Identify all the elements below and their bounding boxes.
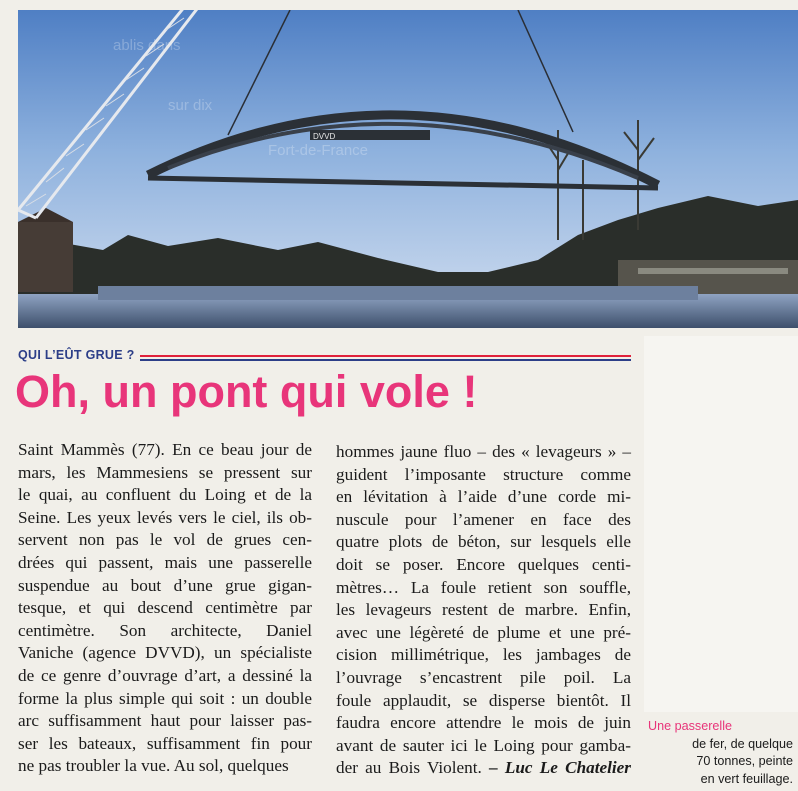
- article-headline: Oh, un pont qui vole !: [15, 366, 478, 417]
- caption-body: [648, 736, 793, 789]
- text-line: arc suffisamment haut pour laisser pas-: [18, 711, 312, 731]
- text-line: centimètre. Son architecte, Daniel: [18, 620, 312, 640]
- text-line: avant de sauter ici le Loing pour gamba-: [336, 735, 631, 755]
- text-line: de ce genre d’ouvrage d’art, a dessiné la: [18, 665, 312, 685]
- text-line: avec une légèreté de plume et une pré-: [336, 622, 631, 642]
- caption-title: Une passerelle: [648, 719, 733, 733]
- author-byline: – Luc Le Chatelier: [489, 758, 632, 778]
- article-column-1: [18, 439, 312, 778]
- text-line: suspendue au bout d’une grue gigan-: [18, 575, 312, 595]
- text-line: Vaniche (agence DVVD), un spécialiste: [18, 643, 312, 663]
- caption-line: en vert feuillage.: [700, 771, 793, 786]
- text-line: mètres… La foule retient son souffle,: [336, 577, 631, 597]
- text-line: ne pas troubler la vue. Au sol, quelques: [18, 756, 289, 776]
- text-line: foule applaudit, se disperse bientôt. Il: [336, 690, 631, 710]
- text-line: le quai, au confluent du Loing et de la: [18, 485, 312, 505]
- rule-red-divider: [140, 355, 631, 357]
- adjacent-column-bleed: [644, 336, 798, 712]
- text-line: cision millimétrique, les jambages de: [336, 645, 631, 665]
- text-line: tesque, et qui descend centimètre par: [18, 598, 312, 618]
- text-line: mars, les Mammesiens se pressent sur: [18, 462, 312, 482]
- text-line: Seine. Les yeux levés vers le ciel, ils ob-: [18, 507, 312, 527]
- svg-text:ablis dans: ablis dans: [113, 37, 181, 54]
- caption-line: 70 tonnes, peinte: [696, 754, 793, 768]
- text-line: hommes jaune fluo – des « levageurs » –: [336, 442, 631, 461]
- text-line: les levageurs restent de marbre. Enfin,: [336, 600, 631, 620]
- svg-text:Fort-de-France: Fort-de-France: [268, 142, 369, 159]
- text-line: en lévitation à l’aide d’une corde mi-: [336, 487, 631, 507]
- text-line: drées qui passent, mais une passerelle: [18, 552, 312, 572]
- text-line: doit se poser. Encore quelques centi-: [336, 554, 631, 574]
- photo-sign-text: DVVD: [313, 132, 336, 141]
- section-kicker: QUI L’EÛT GRUE ?: [18, 348, 135, 362]
- text-line: [336, 757, 631, 780]
- text-line: l’ouvrage s’encastrent pile poil. La: [336, 667, 631, 687]
- text-line-end: der au Bois Violent.: [336, 758, 490, 778]
- text-line: nuscule pour l’amener en face des: [336, 509, 631, 529]
- text-line: forme la plus simple qui soit : un double: [18, 688, 312, 708]
- caption-line: de fer, de quelque: [692, 736, 793, 751]
- text-line: servent non pas le vol de grues cen-: [18, 530, 312, 550]
- rule-blue-divider: [140, 359, 631, 361]
- bridge-crane-photo-icon: [18, 10, 798, 328]
- article-column-2: [336, 441, 631, 780]
- text-line: guident l’imposante structure comme: [336, 464, 631, 484]
- text-line: quatre plots de béton, sur lesquels elle: [336, 532, 631, 552]
- text-line: ser les bateaux, suffisamment fin pour: [18, 733, 312, 753]
- bridge-photo: [18, 10, 798, 328]
- text-line: faudra encore attendre le mois de juin: [336, 713, 631, 733]
- photo-caption: [648, 718, 793, 788]
- svg-text:sur dix: sur dix: [168, 97, 213, 114]
- text-line: Saint Mammès (77). En ce beau jour de: [18, 440, 312, 459]
